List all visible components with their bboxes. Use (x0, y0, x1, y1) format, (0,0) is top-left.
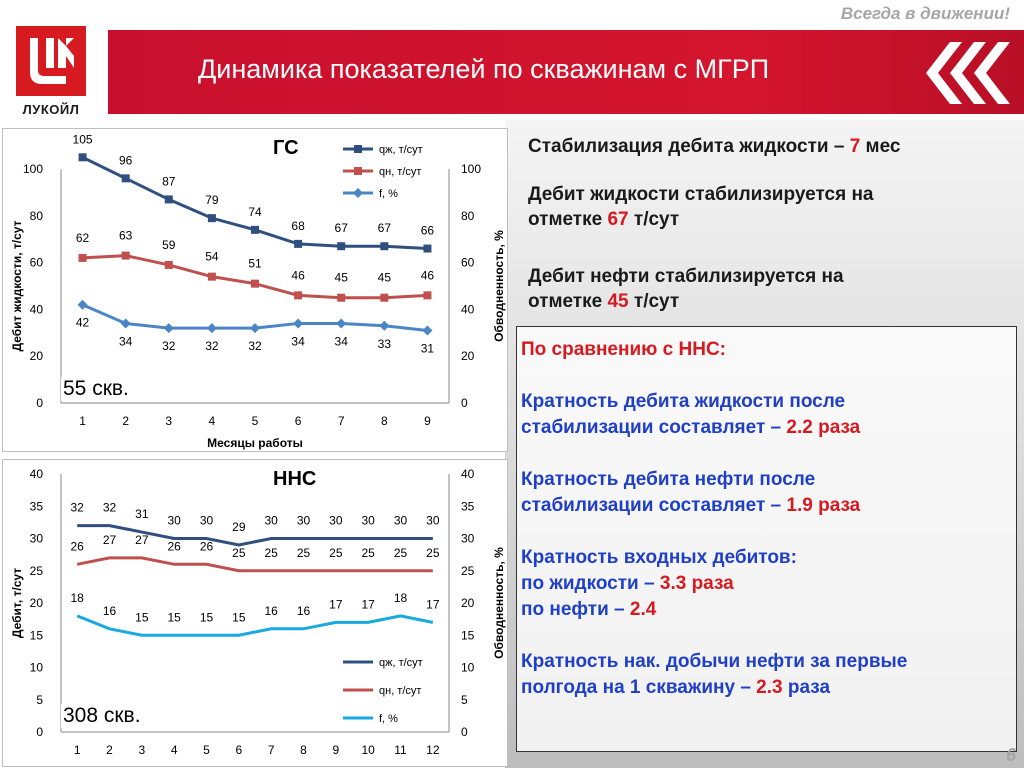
y-tick-label-left: 25 (29, 563, 43, 578)
data-label: 25 (329, 545, 343, 560)
y-tick-label-left: 40 (29, 467, 43, 481)
data-label: 30 (393, 513, 408, 528)
x-tick-label: 8 (380, 414, 388, 428)
data-point-qn (423, 291, 431, 299)
x-tick-label: 1 (79, 414, 86, 428)
series-line-0 (83, 157, 428, 248)
y-tick-label-left: 100 (22, 162, 43, 176)
data-label: 105 (72, 132, 93, 147)
data-point-f (422, 325, 432, 335)
comparison-p4a: Кратность нак. добычи нефти за первые (521, 651, 908, 672)
data-label: 18 (393, 590, 408, 605)
data-label: 46 (420, 268, 435, 283)
x-tick-label: 3 (165, 414, 173, 428)
legend-label-2: f, % (379, 713, 398, 725)
y-axis-label-right: Обводненность, % (492, 547, 506, 659)
comparison-p3b-text: по жидкости – (521, 573, 660, 594)
y-tick-label-right: 40 (461, 302, 475, 317)
y-tick-label-right: 100 (461, 162, 482, 176)
data-label: 29 (232, 519, 246, 534)
y-axis-label-left: Дебит, т/сут (10, 567, 24, 639)
data-point-f (207, 323, 217, 333)
data-label: 51 (248, 256, 262, 271)
data-label: 25 (264, 545, 278, 560)
y-tick-label-right: 60 (461, 255, 475, 270)
info-line2b-unit: т/сут (628, 209, 680, 230)
y-tick-label-left: 5 (36, 692, 43, 707)
legend-label-1: qн, т/сут (379, 685, 422, 697)
chart-nns-title: ННС (273, 468, 317, 490)
comparison-p3b-value: 3.3 раза (659, 573, 734, 594)
y-tick-label-left: 35 (29, 499, 43, 514)
y-tick-label-left: 40 (29, 302, 43, 317)
data-label: 16 (296, 603, 311, 618)
comparison-p4b-text: полгода на 1 скважину – (521, 677, 757, 698)
legend-label-0: qж, т/сут (379, 657, 423, 669)
data-label: 34 (334, 334, 348, 349)
data-label: 16 (102, 603, 117, 618)
info-stabilization (528, 134, 901, 159)
data-label: 31 (135, 507, 149, 522)
legend-marker-1 (354, 167, 362, 175)
slogan: Всегда в движении! (840, 4, 1010, 23)
info-line2a: Дебит жидкости стабилизируется на (528, 184, 874, 205)
comparison-p3c-value: 2.4 (629, 599, 657, 620)
data-point-f (164, 323, 174, 333)
comparison-p4b-unit: раза (782, 677, 831, 698)
data-label: 67 (377, 221, 392, 236)
x-tick-label: 12 (426, 743, 440, 757)
data-label: 15 (135, 610, 149, 625)
comparison-p3a: Кратность входных дебитов: (521, 547, 797, 568)
page-title: Динамика показателей по скважинам с МГРП (198, 54, 770, 84)
comparison-p2b-value: 1.9 раза (786, 495, 861, 516)
y-tick-label-right: 80 (461, 208, 475, 223)
data-point-f (250, 323, 260, 333)
comparison-p1a: Кратность дебита жидкости после (521, 391, 846, 412)
data-label: 30 (329, 513, 343, 528)
data-label: 32 (162, 339, 176, 354)
data-point-ql (165, 195, 173, 203)
data-point-f (121, 318, 131, 328)
info-liquid-rate (528, 182, 874, 232)
data-label: 34 (118, 334, 133, 349)
x-tick-label: 10 (361, 743, 375, 757)
comparison-heading: По сравнению с ННС: (521, 339, 727, 360)
x-tick-label: 1 (73, 743, 81, 757)
data-label: 30 (264, 513, 278, 528)
info-line2b-text: отметке (528, 209, 608, 230)
x-tick-label: 4 (208, 414, 216, 428)
data-label: 32 (70, 500, 84, 515)
data-point-ql (251, 226, 259, 234)
x-tick-label: 9 (424, 414, 431, 428)
series-line-0 (77, 526, 433, 545)
data-label: 54 (205, 249, 219, 264)
x-tick-label: 8 (300, 743, 307, 757)
data-label: 17 (329, 597, 343, 612)
info-line3b-value: 45 (607, 291, 629, 312)
data-point-qn (380, 294, 388, 302)
data-label: 96 (118, 153, 133, 168)
data-point-f (336, 318, 346, 328)
y-tick-label-left: 20 (29, 349, 43, 364)
x-axis-label: Месяцы работы (207, 436, 303, 450)
y-tick-label-left: 10 (29, 660, 43, 675)
data-point-ql (380, 242, 388, 250)
comparison-p1b-value: 2.2 раза (786, 417, 861, 438)
y-tick-label-right: 15 (461, 628, 475, 643)
y-tick-label-right: 25 (461, 563, 475, 578)
comparison-p4b-value: 2.3 (756, 677, 783, 698)
legend-label-2: f, % (379, 188, 398, 200)
y-tick-label-left: 80 (29, 208, 43, 223)
data-label: 34 (291, 334, 305, 349)
y-tick-label-left: 0 (36, 725, 43, 739)
data-point-ql (294, 240, 302, 248)
logo-text: ЛУКОЙЛ (22, 102, 80, 117)
chart-gs-title: ГС (273, 137, 299, 159)
data-label: 32 (205, 339, 219, 354)
data-label: 25 (393, 545, 408, 560)
legend-label-0: qж, т/сут (379, 144, 423, 156)
x-tick-label: 2 (106, 743, 113, 757)
data-point-ql (122, 174, 130, 182)
data-label: 16 (264, 603, 278, 618)
data-label: 15 (199, 610, 214, 625)
y-tick-label-right: 40 (461, 467, 475, 481)
y-tick-label-left: 0 (36, 396, 43, 410)
data-point-ql (79, 153, 87, 161)
comparison-box (516, 326, 1017, 752)
info-line3a: Дебит нефти стабилизируется на (528, 266, 844, 287)
data-label: 26 (167, 539, 181, 554)
info-oil-rate (528, 264, 844, 314)
data-point-qn (294, 291, 302, 299)
chart-gs-wells: 55 скв. (63, 377, 129, 400)
data-label: 15 (232, 610, 246, 625)
data-point-qn (79, 254, 87, 262)
data-point-f (293, 318, 303, 328)
legend-label-1: qн, т/сут (379, 166, 422, 178)
data-label: 27 (135, 532, 149, 547)
series-line-2 (77, 616, 433, 635)
data-point-qn (208, 273, 216, 281)
info-line3b-text: отметке (528, 291, 608, 312)
comparison-p3c-text: по нефти – (521, 599, 630, 620)
data-label: 25 (426, 545, 440, 560)
info-line3b-unit: т/сут (628, 291, 680, 312)
data-label: 30 (199, 513, 214, 528)
data-label: 46 (291, 268, 305, 283)
data-label: 30 (296, 513, 311, 528)
y-tick-label-right: 30 (461, 531, 475, 546)
data-label: 74 (248, 204, 262, 219)
data-label: 27 (102, 532, 117, 547)
data-label: 62 (75, 230, 90, 245)
info-line1-unit: мес (860, 136, 901, 157)
y-tick-label-right: 20 (461, 596, 475, 610)
data-label: 30 (361, 513, 375, 528)
comparison-p2b-text: стабилизации составляет – (521, 495, 787, 516)
x-tick-label: 2 (122, 414, 130, 428)
data-label: 59 (162, 237, 176, 252)
data-label: 32 (102, 500, 117, 515)
data-point-ql (208, 214, 216, 222)
y-tick-label-right: 5 (461, 692, 468, 707)
series-line-1 (77, 558, 433, 571)
data-point-f (78, 300, 88, 310)
data-label: 45 (377, 270, 392, 285)
data-label: 26 (199, 539, 214, 554)
data-label: 25 (232, 545, 246, 560)
y-tick-label-right: 10 (461, 660, 475, 675)
data-label: 30 (426, 513, 440, 528)
y-tick-label-left: 30 (29, 531, 43, 546)
x-tick-label: 7 (267, 743, 275, 757)
legend-marker-0 (354, 145, 362, 153)
x-tick-label: 4 (170, 743, 178, 757)
data-label: 79 (205, 193, 219, 208)
y-axis-label-left: Дебит жидкости, т/сут (10, 220, 24, 352)
title-banner (108, 30, 1024, 114)
data-point-qn (337, 294, 345, 302)
data-point-qn (165, 261, 173, 269)
data-label: 26 (70, 539, 84, 554)
x-tick-label: 11 (394, 743, 407, 757)
data-label: 42 (75, 315, 90, 330)
data-label: 25 (296, 545, 311, 560)
data-label: 30 (167, 513, 181, 528)
info-line2b-value: 67 (607, 209, 629, 230)
chart-gs-frame (2, 128, 508, 452)
y-axis-label-right: Обводненность, % (492, 230, 506, 342)
comparison-p1b-text: стабилизации составляет – (521, 417, 787, 438)
data-point-ql (423, 245, 431, 253)
x-tick-label: 9 (332, 743, 340, 757)
y-tick-label-left: 20 (29, 596, 43, 610)
x-tick-label: 5 (203, 743, 210, 757)
lukoil-logo (8, 26, 94, 126)
chart-gs (3, 129, 509, 453)
y-tick-label-left: 15 (29, 628, 43, 643)
info-line1-value: 7 (849, 136, 861, 157)
y-tick-label-right: 35 (461, 499, 475, 514)
lukoil-logo-mark-icon (16, 26, 86, 96)
data-label: 17 (361, 597, 375, 612)
data-label: 63 (118, 228, 133, 243)
data-point-qn (251, 280, 259, 288)
chart-nns-frame (2, 459, 508, 767)
data-label: 68 (291, 218, 305, 233)
data-label: 18 (70, 590, 84, 605)
data-point-ql (337, 242, 345, 250)
data-label: 15 (167, 610, 181, 625)
chart-nns-wells: 308 скв. (63, 704, 141, 727)
data-point-qn (122, 252, 130, 260)
x-tick-label: 3 (138, 743, 146, 757)
y-tick-label-right: 0 (461, 725, 468, 739)
x-tick-label: 7 (337, 414, 345, 428)
legend-marker-2 (353, 188, 363, 198)
data-label: 32 (248, 339, 262, 354)
data-label: 25 (361, 545, 375, 560)
data-point-f (379, 321, 389, 331)
data-label: 87 (162, 174, 176, 189)
info-line1-text: Стабилизация дебита жидкости – (528, 136, 850, 157)
data-label: 17 (426, 597, 440, 612)
page-number: 6 (1005, 745, 1016, 765)
data-label: 33 (377, 336, 392, 351)
y-tick-label-left: 60 (29, 255, 43, 270)
data-label: 45 (334, 270, 348, 285)
data-label: 66 (420, 223, 435, 238)
chevrons-icon (920, 38, 1012, 108)
x-tick-label: 5 (251, 414, 259, 428)
data-label: 67 (334, 221, 348, 236)
y-tick-label-right: 20 (461, 349, 475, 364)
x-tick-label: 6 (294, 414, 302, 428)
data-label: 31 (420, 341, 435, 356)
comparison-p2a: Кратность дебита нефти после (521, 469, 816, 490)
y-tick-label-right: 0 (461, 396, 468, 410)
x-tick-label: 6 (235, 743, 243, 757)
